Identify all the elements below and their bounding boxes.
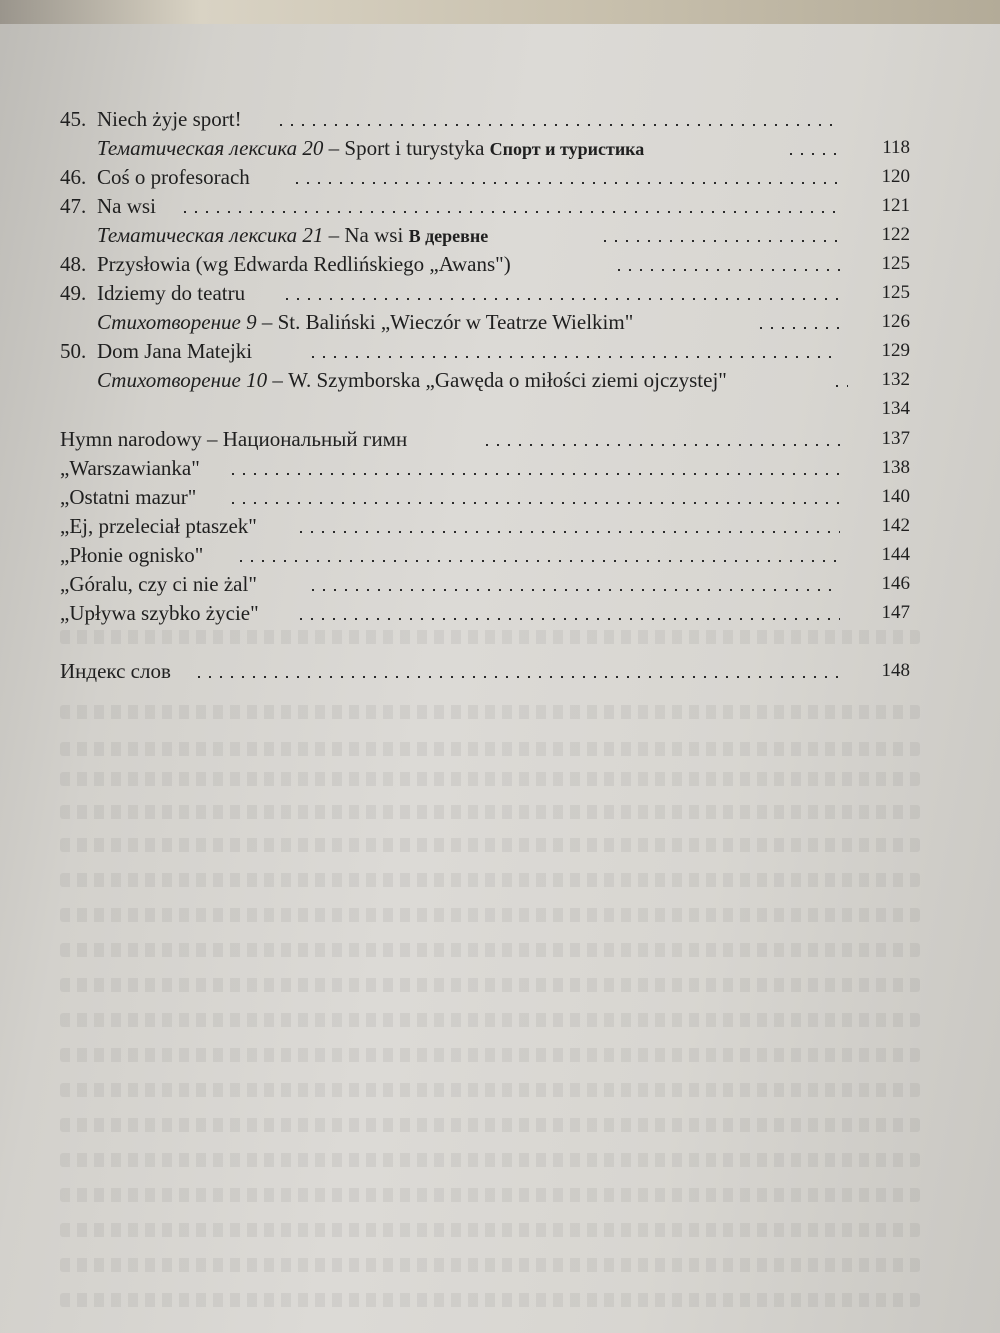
dot-leader xyxy=(286,298,840,300)
dot-leader xyxy=(296,182,840,184)
entry-number: 49. xyxy=(60,281,87,305)
page-number: 140 xyxy=(881,486,910,507)
bleed-through-text xyxy=(60,1048,920,1062)
bleed-through-text xyxy=(60,772,920,786)
bleed-through-text xyxy=(60,978,920,992)
entry-title: „Płonie ognisko" xyxy=(60,543,204,567)
bleed-through-text xyxy=(60,805,920,819)
page-number: 125 xyxy=(881,253,910,274)
dot-leader xyxy=(604,240,840,242)
bleed-through-text xyxy=(60,630,920,644)
page-number: 132 xyxy=(881,369,910,390)
toc-subentry xyxy=(0,307,1000,337)
toc-entry xyxy=(0,104,1000,134)
entry-translation: Спорт и туристика xyxy=(489,139,645,159)
toc-entry xyxy=(0,424,1000,454)
page-number: 126 xyxy=(881,311,910,332)
dot-leader xyxy=(618,269,840,271)
page-number: 144 xyxy=(881,544,910,565)
bleed-through-text xyxy=(60,943,920,957)
bleed-through-text xyxy=(60,1223,920,1237)
entry-title: Niech żyje sport! xyxy=(97,107,242,131)
toc-entry xyxy=(0,598,1000,628)
toc-entry xyxy=(0,656,1000,686)
entry-title: „Góralu, czy ci nie żal" xyxy=(60,572,257,596)
bleed-through-text xyxy=(60,838,920,852)
toc-subentry xyxy=(0,220,1000,250)
entry-title: Przysłowia (wg Edwarda Redlińskiego „Awans") xyxy=(97,252,511,276)
toc-entry xyxy=(0,511,1000,541)
book-edge xyxy=(0,0,1000,24)
toc-entry xyxy=(0,569,1000,599)
entry-translation: В деревне xyxy=(408,226,489,246)
toc-entry xyxy=(0,336,1000,366)
entry-title: Dom Jana Matejki xyxy=(97,339,253,363)
toc-entry xyxy=(0,540,1000,570)
entry-title: Na wsi xyxy=(97,194,156,218)
dot-leader xyxy=(232,502,840,504)
entry-title: Индекс слов xyxy=(60,659,171,683)
page-number: 120 xyxy=(881,166,910,187)
entry-title: – Sport i turystyka xyxy=(323,136,490,160)
page-number: 142 xyxy=(881,515,910,536)
dot-leader xyxy=(184,211,840,213)
dot-leader xyxy=(240,560,840,562)
dot-leader xyxy=(280,124,840,126)
bleed-through-text xyxy=(60,742,920,756)
entry-title: Coś o profesorach xyxy=(97,165,250,189)
entry-number: 47. xyxy=(60,194,87,218)
page-number: 122 xyxy=(881,224,910,245)
toc-entry xyxy=(0,453,1000,483)
entry-title: – St. Baliński „Wieczór w Teatrze Wielkim" xyxy=(256,310,634,334)
entry-title: Idziemy do teatru xyxy=(97,281,246,305)
page-number: 147 xyxy=(881,602,910,623)
page-number: 118 xyxy=(882,137,910,158)
page-number: 138 xyxy=(881,457,910,478)
bleed-through-text xyxy=(60,908,920,922)
dot-leader xyxy=(486,444,840,446)
dot-leader xyxy=(198,676,840,678)
dot-leader xyxy=(836,385,848,387)
toc-entry xyxy=(0,482,1000,512)
dot-leader xyxy=(300,531,840,533)
page-number: 137 xyxy=(881,428,910,449)
bleed-through-text xyxy=(60,1188,920,1202)
bleed-through-text xyxy=(60,1013,920,1027)
entry-label: Стихотворение 9 xyxy=(97,310,257,334)
bleed-through-text xyxy=(60,1118,920,1132)
dot-leader xyxy=(232,473,840,475)
entry-title: – Na wsi xyxy=(323,223,409,247)
toc-subentry xyxy=(0,133,1000,163)
entry-label: Тематическая лексика 20 xyxy=(97,136,324,160)
bleed-through-text xyxy=(60,1293,920,1307)
entry-title: „Upływa szybko życie" xyxy=(60,601,259,625)
page-number: 148 xyxy=(881,660,910,681)
entry-number: 50. xyxy=(60,339,87,363)
page-number: 129 xyxy=(881,340,910,361)
toc-entry xyxy=(0,191,1000,221)
dot-leader xyxy=(312,356,840,358)
toc-entry xyxy=(0,162,1000,192)
bleed-through-text xyxy=(60,1258,920,1272)
page-number: 134 xyxy=(881,398,910,419)
entry-title: „Ostatni mazur" xyxy=(60,485,197,509)
entry-title: Hymn narodowy – Национальный гимн xyxy=(60,427,408,451)
dot-leader xyxy=(300,618,840,620)
page-number: 146 xyxy=(881,573,910,594)
toc-entry xyxy=(0,249,1000,279)
entry-number: 48. xyxy=(60,252,87,276)
entry-number: 46. xyxy=(60,165,87,189)
bleed-through-text xyxy=(60,1083,920,1097)
dot-leader xyxy=(312,589,840,591)
page-number: 121 xyxy=(881,195,910,216)
bleed-through-text xyxy=(60,1153,920,1167)
toc-entry xyxy=(0,278,1000,308)
bleed-through-text xyxy=(60,705,920,719)
entry-number: 45. xyxy=(60,107,87,131)
toc-entry xyxy=(0,394,1000,424)
entry-title: „Warszawianka" xyxy=(60,456,200,480)
entry-label: Тематическая лексика 21 xyxy=(97,223,324,247)
dot-leader xyxy=(760,327,840,329)
bleed-through-text xyxy=(60,873,920,887)
entry-label: Стихотворение 10 xyxy=(97,368,268,392)
page-number: 125 xyxy=(881,282,910,303)
toc-subentry xyxy=(0,365,1000,395)
dot-leader xyxy=(790,153,840,155)
entry-title: „Ej, przeleciał ptaszek" xyxy=(60,514,257,538)
entry-title: – W. Szymborska „Gawęda o miłości ziemi ojczystej" xyxy=(267,368,727,392)
